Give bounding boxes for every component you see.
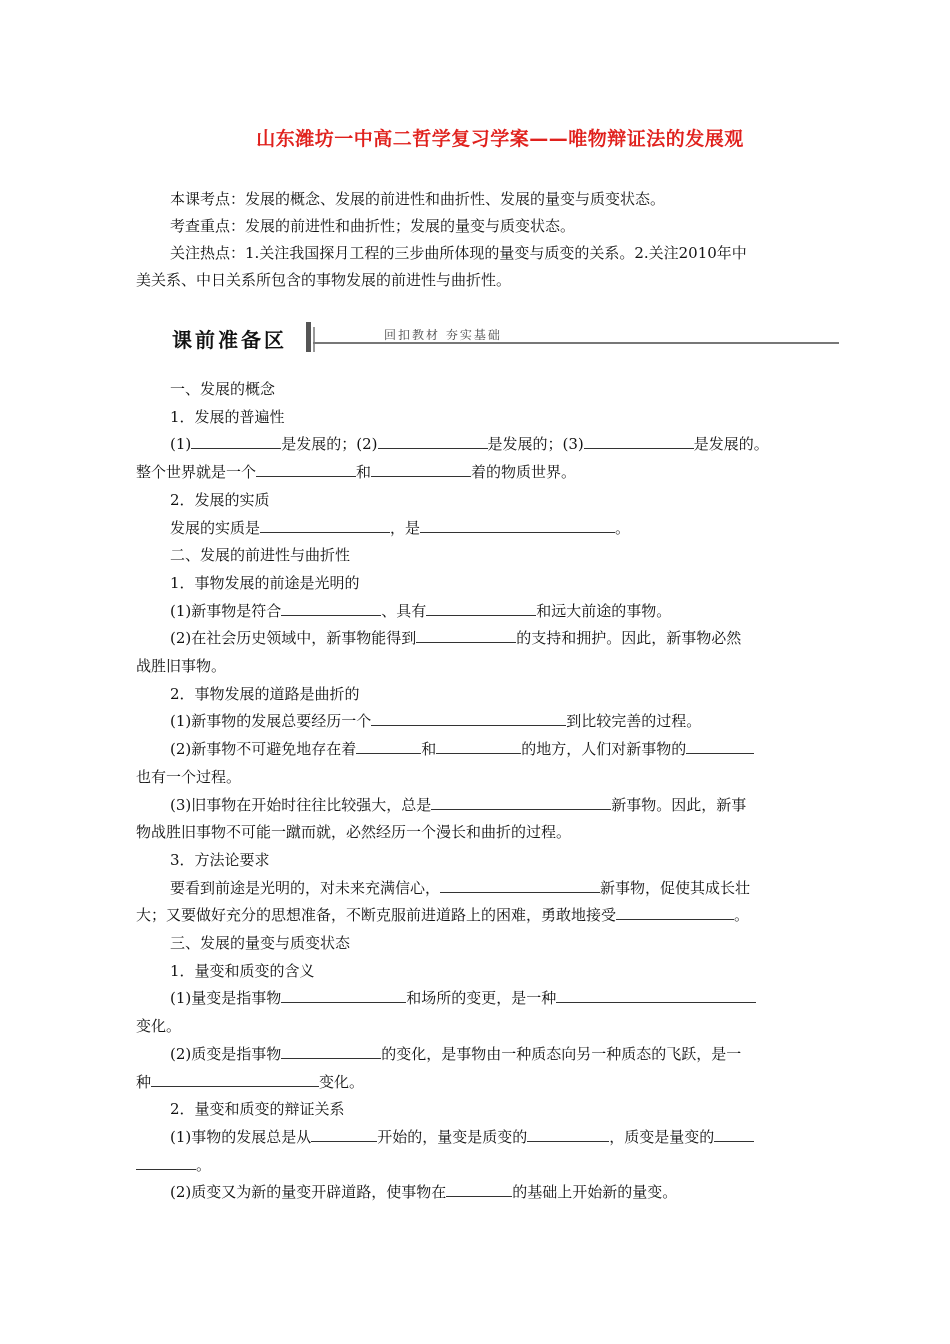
question-line: (1)新事物的发展总要经历一个 到比较完善的过程。 [170,712,702,731]
question-line: 物战胜旧事物不可能一蹴而就，必然经历一个漫长和曲折的过程。 [136,823,572,842]
answer-blank[interactable] [151,1072,319,1087]
answer-blank[interactable] [378,434,488,449]
question-line: (3)旧事物在开始时往往比较强大，总是 新事物。因此，新事 [170,795,747,814]
document-title: 山东潍坊一中高二哲学复习学案——唯物辩证法的发展观 [256,128,744,150]
answer-blank[interactable] [281,601,381,616]
subsection-heading: 2．量变和质变的辩证关系 [170,1100,345,1119]
hot-topics-continued: 美关系、中日关系所包含的事物发展的前进性与曲折性。 [136,271,512,289]
question-line: 也有一个过程。 [136,767,242,786]
answer-blank[interactable] [527,1127,609,1142]
key-points: 考查重点：发展的前进性和曲折性；发展的量变与质变状态。 [170,217,576,235]
banner-divider [306,322,311,352]
subsection-heading: 1．发展的普遍性 [170,407,285,426]
answer-blank[interactable] [191,434,281,449]
answer-blank[interactable] [446,1182,512,1197]
subsection-heading: 1．量变和质变的含义 [170,961,315,980]
answer-blank[interactable] [371,462,471,477]
section-banner [172,322,839,354]
question-line: (1)新事物是符合 、具有 和远大前途的事物。 [170,601,672,620]
answer-blank[interactable] [416,628,516,643]
banner-subtitle: 回扣教材 夯实基础 [384,328,502,342]
question-line: (2)新事物不可避免地存在着 和 的地方，人们对新事物的 [136,736,816,764]
subsection-heading: 1．事物发展的前途是光明的 [170,573,360,592]
question-line: 种 变化。 [136,1072,365,1091]
answer-blank[interactable] [256,462,356,477]
exam-points: 本课考点：发展的概念、发展的前进性和曲折性、发展的量变与质变状态。 [170,190,666,208]
section-heading: 三、发展的量变与质变状态 [170,934,351,953]
banner-title: 课前准备区 [172,328,287,352]
intro-section [136,186,816,294]
section-heading: 一、发展的概念 [170,380,276,398]
subsection-heading: 2．事物发展的道路是曲折的 [170,684,360,703]
answer-blank[interactable] [440,878,600,893]
question-line: (2)在社会历史领域中，新事物能得到 的支持和拥护。因此，新事物必然 [170,629,742,648]
answer-blank[interactable] [436,739,521,754]
question-line: (2)质变是指事物 的变化，是事物由一种质态向另一种质态的飞跃，是一 [170,1044,742,1063]
answer-blank[interactable] [260,518,390,533]
question-line: 变化。 [136,1017,182,1036]
question-line: 大；又要做好充分的思想准备，不断克服前进道路上的困难，勇敢地接受 。 [136,906,750,925]
answer-blank[interactable] [714,1127,754,1142]
answer-blank[interactable] [311,1127,377,1142]
answer-blank[interactable] [281,1044,381,1059]
subsection-heading: 3．方法论要求 [170,850,270,869]
answer-blank[interactable] [431,795,611,810]
banner-divider-thin [313,327,315,352]
answer-blank[interactable] [616,905,734,920]
hot-topics: 关注热点：1.关注我国探月工程的三步曲所体现的量变与质变的关系。2.关注2010年中 [170,244,747,262]
question-line: 战胜旧事物。 [136,657,227,676]
answer-blank[interactable] [371,711,566,726]
answer-blank[interactable] [136,1155,196,1170]
section-heading: 二、发展的前进性与曲折性 [170,546,351,565]
answer-blank[interactable] [686,739,754,754]
answer-blank[interactable] [556,988,756,1003]
question-line: 发展的实质是 ，是 。 [170,518,631,537]
answer-blank[interactable] [281,988,406,1003]
answer-blank[interactable] [356,739,421,754]
worksheet-content [136,376,816,1207]
question-line: (1)事物的发展总是从 开始的，量变是质变的 ，质变是量变的 [136,1124,816,1152]
subsection-heading: 2．发展的实质 [170,490,270,509]
question-line: 整个世界就是一个 和 着的物质世界。 [136,463,577,482]
answer-blank[interactable] [420,518,615,533]
question-line: (1)量变是指事物 和场所的变更，是一种 [136,985,816,1013]
question-line: 。 [136,1152,816,1180]
question-line: (2)质变又为新的量变开辟道路，使事物在 的基础上开始新的量变。 [170,1183,678,1202]
question-line: (1) 是发展的；(2) 是发展的；(3) 是发展的。 [170,435,769,454]
answer-blank[interactable] [426,601,536,616]
answer-blank[interactable] [584,434,694,449]
question-line: 要看到前途是光明的，对未来充满信心， 新事物，促使其成长壮 [170,878,751,897]
